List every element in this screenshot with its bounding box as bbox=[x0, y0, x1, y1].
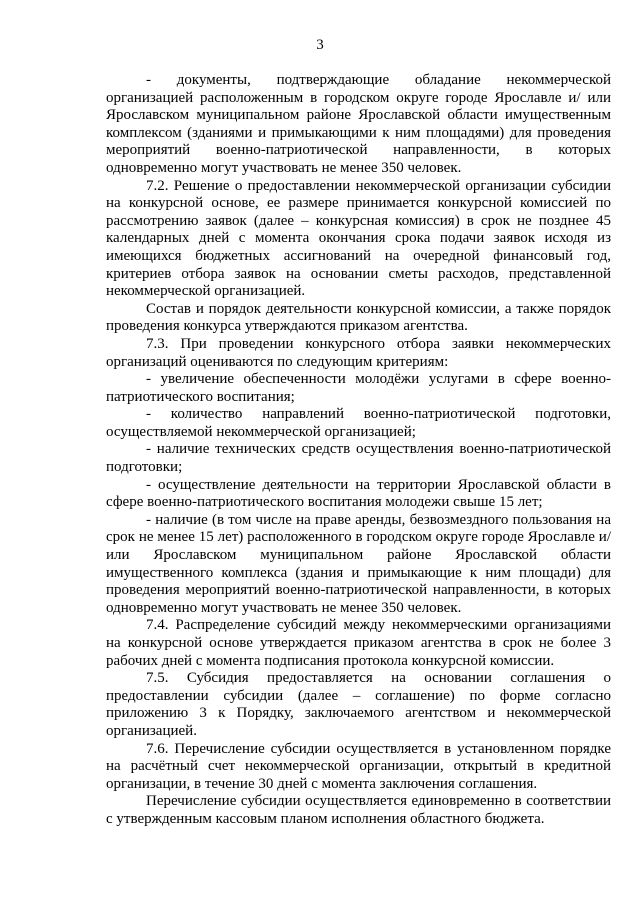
paragraph: 7.4. Распределение субсидий между некоммерческими организациями на конкурсной основе утверждается приказом агентства в срок не более 3 рабочих дней с момента подписания протокола конкурсной комиссии. bbox=[106, 617, 611, 669]
paragraph: 7.3. При проведении конкурсного отбора заявки некоммерческих организаций оцениваются по следующим критериям: bbox=[106, 335, 611, 370]
paragraph: Перечисление субсидии осуществляется единовременно в соответствии с утвержденным кассовым планом исполнения областного бюджета. bbox=[106, 793, 611, 827]
paragraph: 7.2. Решение о предоставлении некоммерческой организации субсидии на конкурсной основе, ее размере принимается конкурсной комиссией по рассмотрению заявок (далее – конкурсная комиссия) в срок не позднее 45 календарных дней с момента окончания срока подачи заявок исходя из имеющихся бюджетных ассигнований на очередной финансовый год, критериев отбора заявок на основании сметы расходов, представленной некоммерческой организацией. bbox=[106, 177, 611, 300]
paragraph: Состав и порядок деятельности конкурсной комиссии, а также порядок проведения конкурса утверждаются приказом агентства. bbox=[106, 300, 611, 335]
paragraph: - наличие технических средств осуществления военно-патриотической подготовки; bbox=[106, 441, 611, 476]
paragraph: 7.5. Субсидия предоставляется на основании соглашения о предоставлении субсидии (далее – соглашение) по форме согласно приложению 3 к Порядку, заключаемого агентством и некоммерческой организацией. bbox=[106, 670, 611, 739]
page-number: 3 bbox=[316, 37, 324, 53]
document-body bbox=[106, 72, 611, 829]
paragraph: 7.6. Перечисление субсидии осуществляется в установленном порядке на расчётный счет некоммерческой организации, открытый в кредитной организации, в течение 30 дней с момента заключения соглашения. bbox=[106, 740, 611, 792]
paragraph: - наличие (в том числе на праве аренды, безвозмездного пользования на срок не менее 15 лет) расположенного в городском округе городе Ярославле и/ или Ярославском муниципальном районе Ярославской области имущественного комплекса (здания и примыкающие к ним площади) для проведения мероприятий военно-патриотической направленности, в которых одновременно могут участвовать не менее 350 человек. bbox=[106, 511, 611, 616]
paragraph: - документы, подтверждающие обладание некоммерческой организацией расположенным в городском округе городе Ярославле и/ или Ярославском муниципальном районе Ярославской области имущественным комплексом (зданиями и примыкающими к ним площадями) для проведения мероприятий военно-патриотической направленности, в которых одновременно могут участвовать не менее 350 человек. bbox=[106, 72, 611, 176]
paragraph: - осуществление деятельности на территории Ярославской области в сфере военно-патриотического воспитания молодежи свыше 15 лет; bbox=[106, 476, 611, 511]
paragraph: - количество направлений военно-патриотической подготовки, осуществляемой некоммерческой организацией; bbox=[106, 406, 611, 440]
paragraph: - увеличение обеспеченности молодёжи услугами в сфере военно-патриотического воспитания; bbox=[106, 371, 611, 405]
